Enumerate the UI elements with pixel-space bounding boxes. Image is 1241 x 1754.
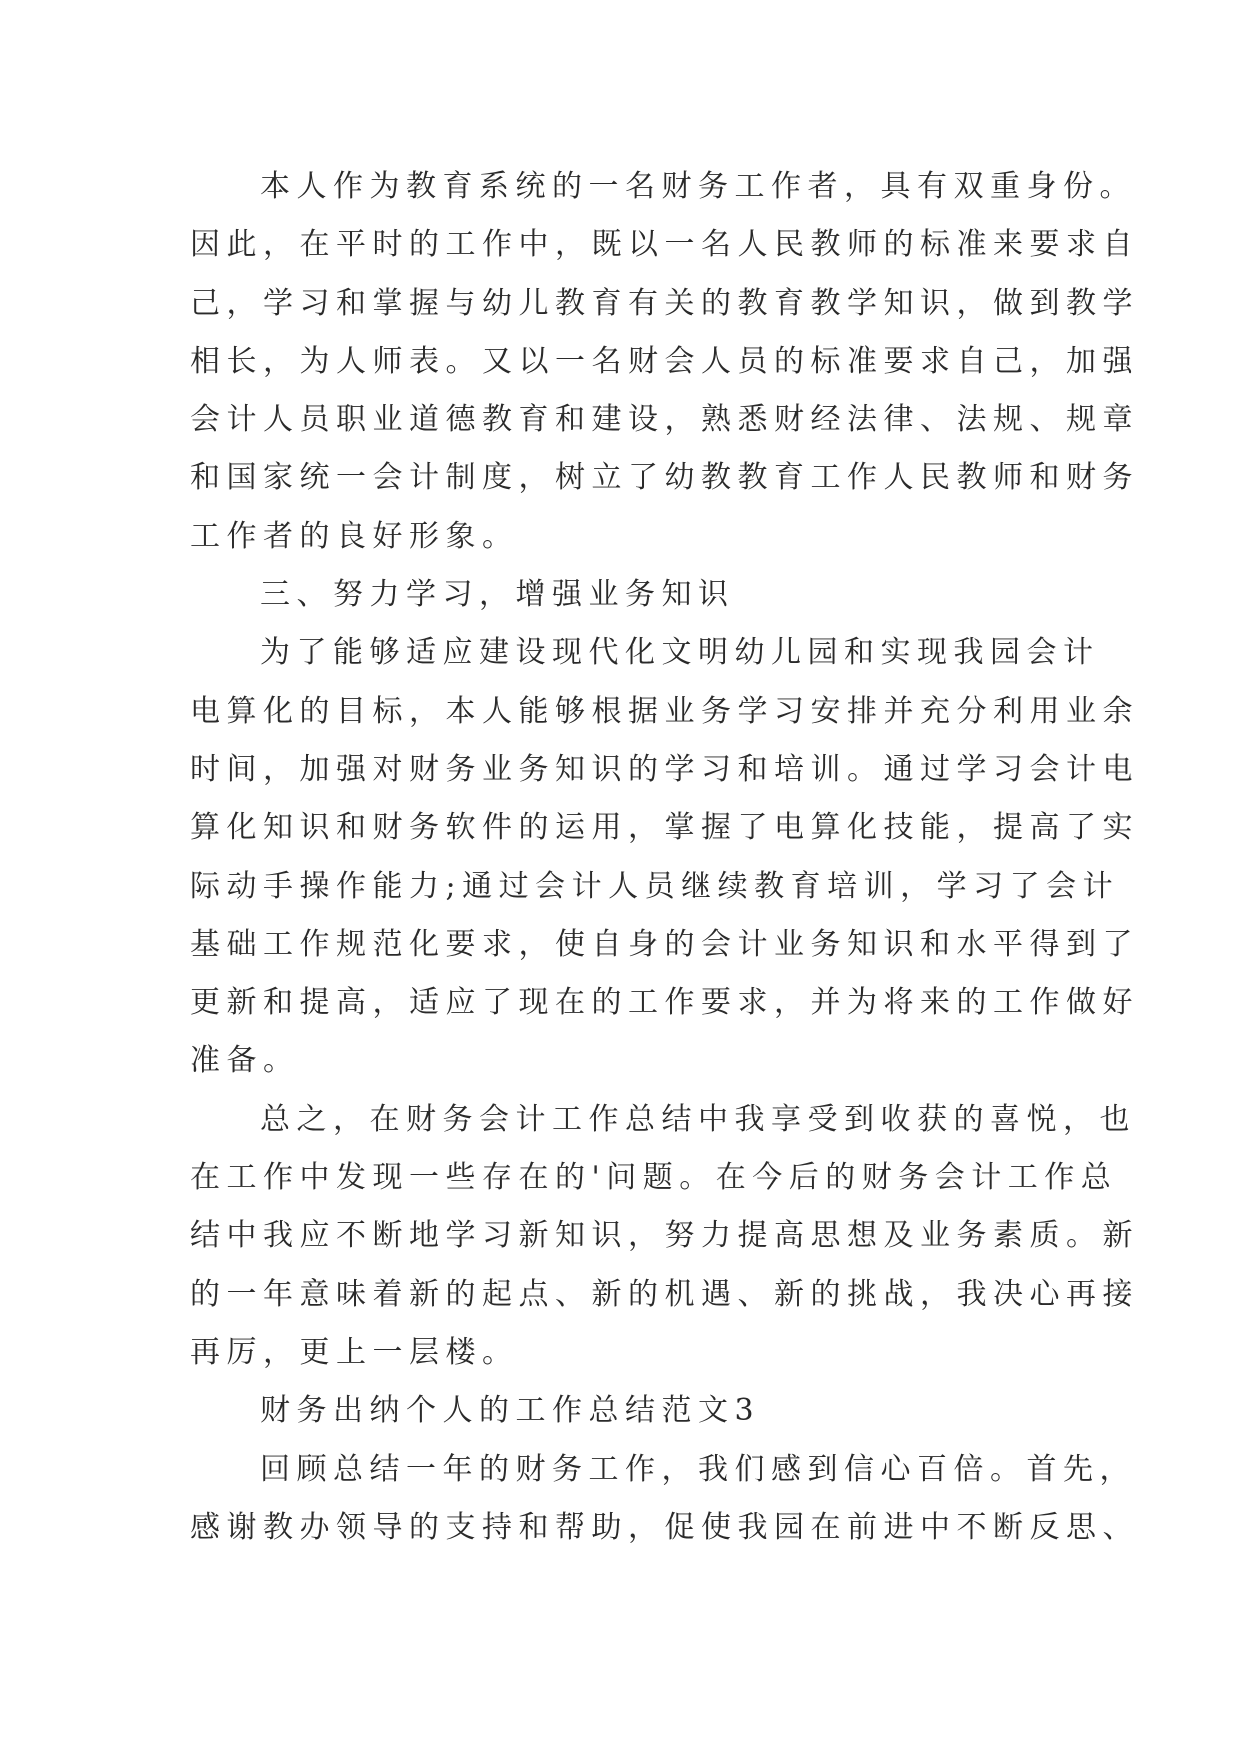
section-heading: 三、努力学习，增强业务知识: [260, 577, 735, 613]
document-body: [190, 158, 1139, 1557]
paragraph-line: 在工作中发现一些存在的'问题。在今后的财务会计工作总: [190, 1160, 1118, 1196]
paragraph-line: 准备。: [190, 1043, 300, 1079]
section-heading: 财务出纳个人的工作总结范文3: [260, 1393, 761, 1429]
paragraph-line: 会计人员职业道德教育和建设，熟悉财经法律、法规、规章: [190, 402, 1139, 438]
paragraph-line: 际动手操作能力;通过会计人员继续教育培训，学习了会计: [190, 868, 1120, 904]
paragraph-line: 回顾总结一年的财务工作，我们感到信心百倍。首先，: [260, 1451, 1136, 1487]
paragraph-line: 结中我应不断地学习新知识，努力提高思想及业务素质。新: [190, 1218, 1139, 1254]
paragraph-line: 相长，为人师表。又以一名财会人员的标准要求自己，加强: [190, 343, 1139, 379]
paragraph-line: 己，学习和掌握与幼儿教育有关的教育教学知识，做到教学: [190, 285, 1139, 321]
paragraph-line: 电算化的目标，本人能够根据业务学习安排并充分利用业余: [190, 693, 1139, 729]
paragraph-line: 和国家统一会计制度，树立了幼教教育工作人民教师和财务: [190, 460, 1139, 496]
paragraph-line: 工作者的良好形象。: [190, 518, 519, 554]
paragraph-line: 感谢教办领导的支持和帮助，促使我园在前进中不断反思、: [190, 1509, 1139, 1545]
paragraph-line: 总之，在财务会计工作总结中我享受到收获的喜悦，也: [260, 1101, 1136, 1137]
paragraph-line: 更新和提高，适应了现在的工作要求，并为将来的工作做好: [190, 985, 1139, 1021]
paragraph-line: 算化知识和财务软件的运用，掌握了电算化技能，提高了实: [190, 810, 1139, 846]
paragraph-line: 本人作为教育系统的一名财务工作者，具有双重身份。: [260, 169, 1136, 204]
paragraph-line: 基础工作规范化要求，使自身的会计业务知识和水平得到了: [190, 926, 1139, 962]
paragraph-line: 时间，加强对财务业务知识的学习和培训。通过学习会计电: [190, 751, 1139, 787]
paragraph-line: 的一年意味着新的起点、新的机遇、新的挑战，我决心再接: [190, 1276, 1139, 1312]
paragraph-line: 再厉，更上一层楼。: [190, 1334, 519, 1370]
paragraph-line: 因此，在平时的工作中，既以一名人民教师的标准来要求自: [190, 227, 1139, 263]
paragraph-line: 为了能够适应建设现代化文明幼儿园和实现我园会计: [260, 635, 1100, 671]
